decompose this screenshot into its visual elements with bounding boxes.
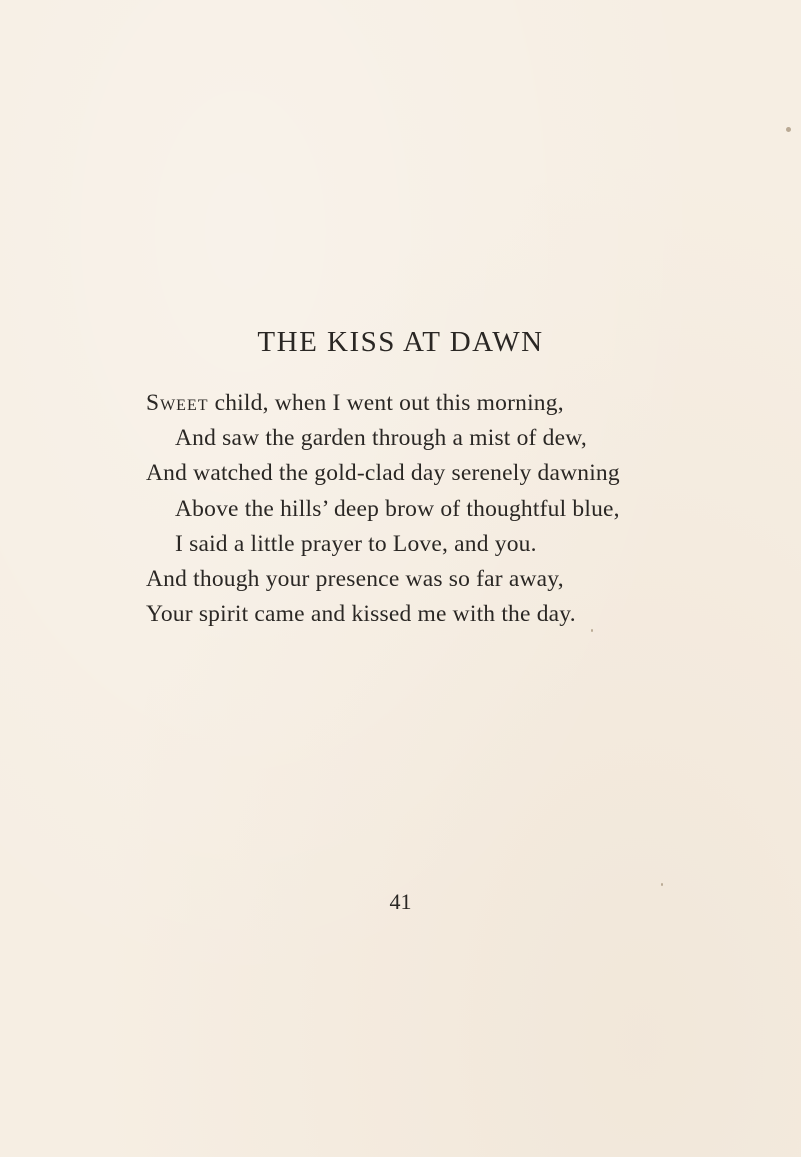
poem-line-4: Above the hills’ deep brow of thoughtful blue, <box>175 495 620 522</box>
poem-first-line-text: child, when I went out this morning, <box>208 390 564 416</box>
paper-speck <box>786 127 791 132</box>
poem-line-1 <box>146 386 620 421</box>
poem-line-5: I said a little prayer to Love, and you. <box>175 530 537 557</box>
poem-body <box>146 386 620 632</box>
poem-line-6: And though your presence was so far away, <box>146 565 564 592</box>
poem-title: THE KISS AT DAWN <box>257 326 544 358</box>
paper-speck <box>661 883 663 886</box>
poem-line-2: And saw the garden through a mist of dew, <box>175 425 587 452</box>
poem-line-3: And watched the gold-clad day serenely dawning <box>146 460 620 487</box>
poem-line-7: Your spirit came and kissed me with the day. <box>146 601 576 628</box>
page-number: 41 <box>389 889 412 914</box>
poem-first-word: Sweet <box>146 390 209 416</box>
